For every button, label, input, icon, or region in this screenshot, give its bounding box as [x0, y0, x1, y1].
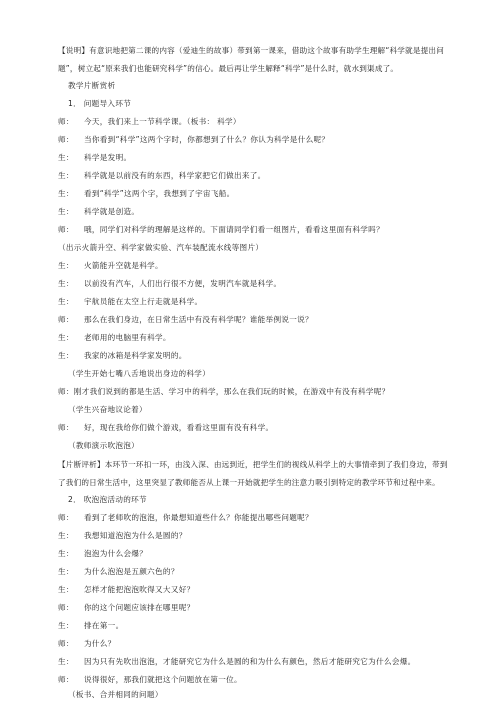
dialogue-line: 生： 看到“科学”这两个字，我想到了宇宙飞船。	[58, 189, 235, 198]
dialogue-line: 师： 为什么？	[58, 639, 116, 648]
dialogue-line: 生： 为什么泡泡是五颜六色的？	[58, 567, 179, 576]
stage-note: （出示火箭升空、科学家做实验、汽车装配流水线等图片）	[58, 243, 264, 252]
dialogue-line: 生： 泡泡为什么会爆？	[58, 549, 148, 558]
dialogue-line: 师： 今天，我们来上一节科学课。（板书： 科学）	[58, 117, 241, 126]
section-1-title: 1． 问题导入环节	[68, 99, 132, 108]
dialogue-line: 生： 我想知道泡泡为什么是圆的？	[58, 531, 187, 540]
dialogue-line: 师： 说得很好，那我们就把这个问题放在第一位。	[58, 675, 242, 684]
dialogue-line: 师： 看到了老师吹的泡泡，你最想知道些什么？你能提出哪些问题呢？	[58, 513, 313, 522]
dialogue-line: 师： 那么在我们身边，在日常生活中有没有科学呢？谁能举例说一说？	[58, 315, 313, 324]
teacher-paragraph: 师：刚才我们说到的都是生活、学习中的科学，那么在我们玩的时候，在游戏中有没有科学呢？	[58, 387, 390, 396]
dialogue-line: 生： 排在第一。	[58, 621, 124, 630]
stage-note: （学生开始七嘴八舌地说出身边的科学）	[68, 369, 211, 378]
dialogue-line: 生： 我家的冰箱是科学家发明的。	[58, 351, 187, 360]
stage-note: （教师演示吹泡泡）	[68, 441, 140, 450]
section-heading: 教学片断赏析	[68, 81, 116, 90]
stage-note: （学生兴奋地议论着）	[68, 405, 147, 414]
dialogue-line: 生： 以前没有汽车，人们出行很不方便，发明汽车就是科学。	[58, 279, 282, 288]
dialogue-line: 师： 好，现在我给你们做个游戏，看看这里面有没有科学。	[58, 423, 274, 432]
section-2-title: 2． 吹泡泡活动的环节	[68, 495, 147, 504]
dialogue-line: 师： 你的这个问题应该排在哪里呢？	[58, 603, 195, 612]
dialogue-line: 生： 科学就是以前没有的东西，科学家把它们做出来了。	[58, 171, 266, 180]
stage-note: （板书、合并相同的问题）	[68, 690, 163, 699]
dialogue-line: 师： 哦，同学们对科学的理解是这样的。下面请同学们看一组图片，看看这里面有科学吗？	[58, 225, 384, 234]
comment-paragraph: 【片断评析】本环节一环扣一环，由浅入深、由远到近，把学生们的视线从科学上的大事情牵到了我们身边，带到了我们的日常生活中，这里突显了教师能否从上课一开始就把学生的注意力吸引到特定的教学环节和过程中来。	[58, 460, 448, 487]
dialogue-line: 师： 当你看到“科学”这两个字时，你都想到了什么？你认为科学是什么呢？	[58, 135, 330, 144]
dialogue-line: 生： 宇航员能在太空上行走就是科学。	[58, 297, 203, 306]
dialogue-line: 生： 火箭能升空就是科学。	[58, 261, 163, 270]
dialogue-line: 生： 怎样才能把泡泡吹得又大又好？	[58, 585, 195, 594]
intro-paragraph: 【说明】有意识地把第二课的内容（爱迪生的故事）带到第一课来，借助这个故事有助学生理解“科学就是提出问题”，树立起“原来我们也能研究科学”的信心。最后再让学生解释“科学”是什么时，就水到渠成了。	[58, 46, 445, 73]
dialogue-line: 生： 老师用的电脑里有科学。	[58, 333, 171, 342]
dialogue-line: 生： 科学是发明。	[58, 153, 132, 162]
dialogue-line: 生： 因为只有先吹出泡泡，才能研究它为什么是圆的和为什么有颜色，然后才能研究它为什么会爆。	[58, 657, 416, 666]
dialogue-line: 生： 科学就是创造。	[58, 207, 140, 216]
